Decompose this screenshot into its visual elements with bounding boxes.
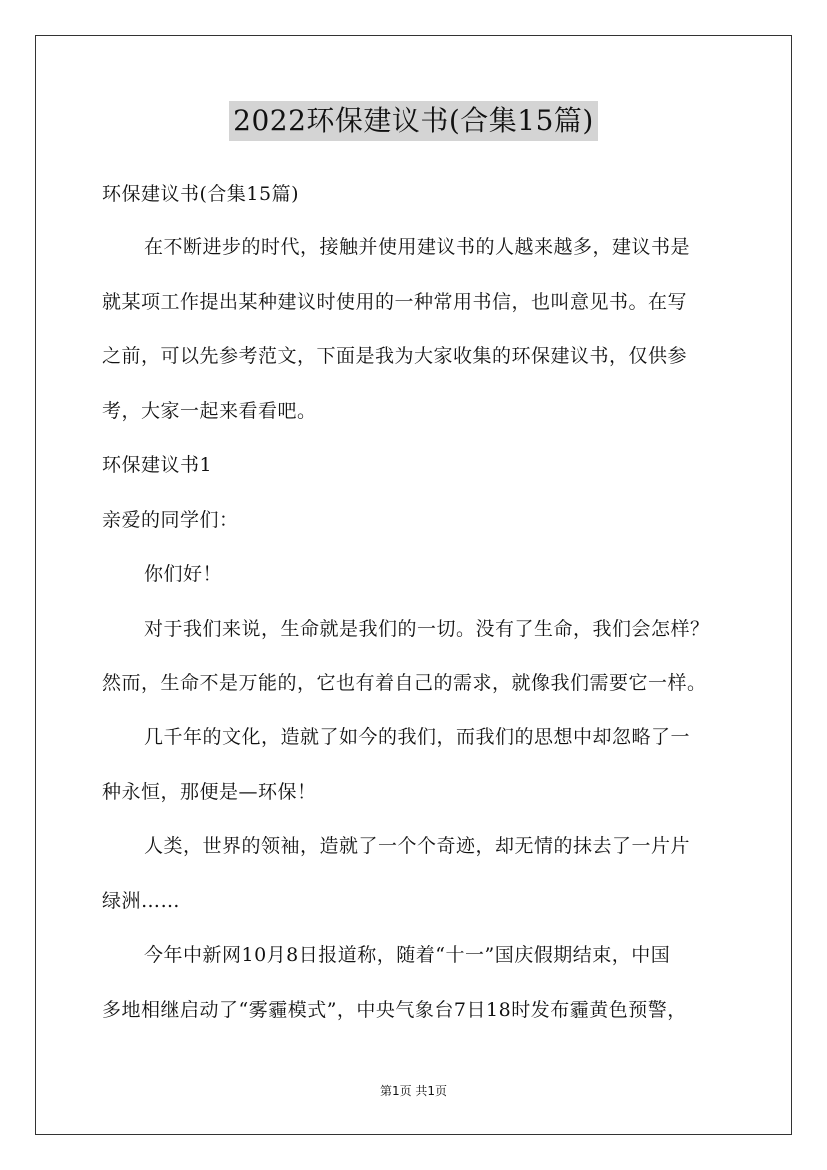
paragraph-line: 然而，生命不是万能的，它也有着自己的需求，就像我们需要它一样。 [102, 672, 707, 694]
salutation-line: 亲爱的同学们： [102, 509, 239, 531]
paragraph-line: 几千年的文化，造就了如今的我们，而我们的思想中却忽略了一 [144, 726, 691, 748]
section-heading: 环保建议书1 [102, 454, 213, 476]
paragraph-line: 今年中新网10月8日报道称，随着“十一”国庆假期结束，中国 [144, 944, 671, 966]
subtitle-line: 环保建议书(合集15篇) [102, 183, 300, 205]
paragraph-line: 绿洲…… [102, 890, 181, 912]
page-footer: 第1页 共1页 [379, 1084, 448, 1098]
greeting-line: 你们好！ [144, 563, 223, 585]
title-container [0, 101, 827, 141]
paragraph-line: 就某项工作提出某种建议时使用的一种常用书信，也叫意见书。在写 [102, 291, 688, 313]
paragraph-line: 之前，可以先参考范文，下面是我为大家收集的环保建议书，仅供参 [102, 345, 688, 367]
document-title: 2022环保建议书(合集15篇) [229, 101, 598, 141]
paragraph-line: 考，大家一起来看看吧。 [102, 400, 317, 422]
paragraph-line: 在不断进步的时代，接触并使用建议书的人越来越多，建议书是 [144, 236, 691, 258]
paragraph-line: 种永恒，那便是—环保！ [102, 781, 317, 803]
paragraph-line: 人类，世界的领袖，造就了一个个奇迹，却无情的抹去了一片片 [144, 835, 691, 857]
paragraph-line: 对于我们来说，生命就是我们的一切。没有了生命，我们会怎样？ [144, 618, 710, 640]
paragraph-line: 多地相继启动了“雾霾模式”，中央气象台7日18时发布霾黄色预警， [102, 999, 687, 1021]
